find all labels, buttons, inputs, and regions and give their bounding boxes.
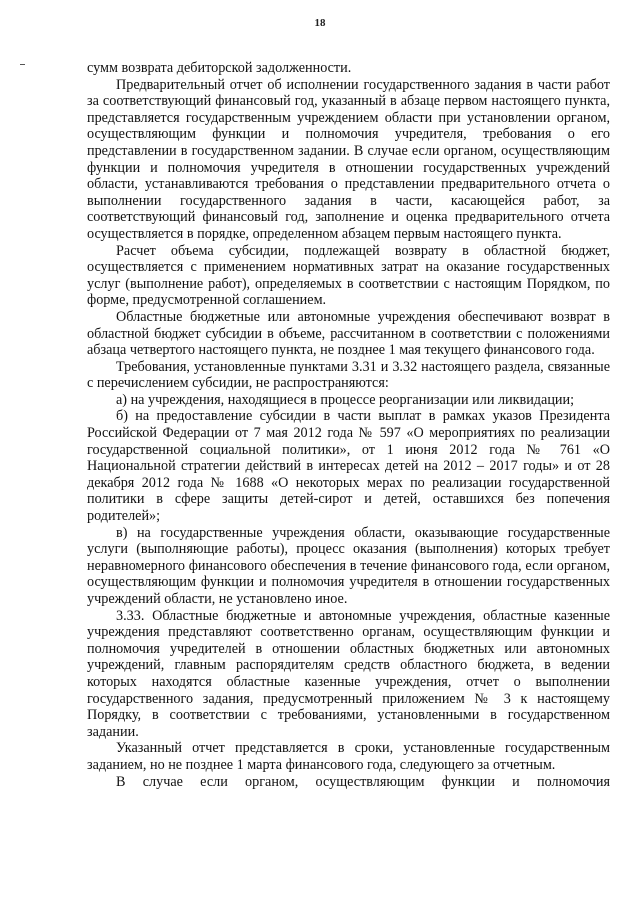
document-body [87, 60, 610, 790]
list-item: а) на учреждения, находящиеся в процессе реорганизации или ликвидации; [116, 391, 575, 408]
paragraph: 3.33. Областные бюджетные и автономные учреждения, областные казенные учреждения представляют соответственно органам, осуществляющим функции и полномочия учредителей в отношении областных бюджетных или автономных учреждений, главным распорядителям средств областного бюджета, в ведении которых находятся областные казенные учреждения, отчет о выполнении государственного задания, предусмотренный приложением № 3 к настоящему Порядку, в соответствии с требованиями, установленными в государственном задании. [87, 607, 610, 740]
list-item: в) на государственные учреждения области, оказывающие государственные услуги (выполняющие работы), процесс оказания (выполнения) которых требует неравномерного финансового обеспечения в течение финансового года, если органом, осуществляющим функции и полномочия учредителя в отношении государственных учреждений области, не установлено иное. [87, 524, 610, 607]
paragraph: Предварительный отчет об исполнении государственного задания в части работ за соответствующий финансовый год, указанный в абзаце первом настоящего пункта, представляется государственным учреждением области при установлении органом, осуществляющим функции и полномочия учредителя, требования о его представлении в государственном задании. В случае если органом, осуществляющим функции и полномочия учредителя в отношении государственных учреждений области, устанавливаются требования о представлении предварительного отчета о выполнении государственного задания в части, касающейся работ, за соответствующий финансовый год, заполнение и оценка предварительного отчета осуществляется в порядке, определенном абзацем первым настоящего пункта. [87, 76, 610, 242]
list-item: б) на предоставление субсидии в части выплат в рамках указов Президента Российской Федерации от 7 мая 2012 года № 597 «О мероприятиях по реализации государственной социальной политики», от 1 июня 2012 года № 761 «О Национальной стратегии действий в интересах детей на 2012 – 2017 годы» и от 28 декабря 2012 года № 1688 «О некоторых мерах по реализации государственной политики в сфере защиты детей-сирот и детей, оставшихся без попечения родителей»; [87, 408, 610, 525]
paragraph: В случае если органом, осуществляющим функции и полномочия [116, 773, 610, 790]
paragraph: Областные бюджетные или автономные учреждения обеспечивают возврат в областной бюджет субсидии в объеме, рассчитанном в соответствии с положениями абзаца четвертого настоящего пункта, не позднее 1 мая текущего финансового года. [87, 308, 610, 359]
paragraph: Требования, установленные пунктами 3.31 и 3.32 настоящего раздела, связанные с перечислением субсидии, не распространяются: [87, 358, 610, 392]
paragraph: Расчет объема субсидии, подлежащей возврату в областной бюджет, осуществляется с применением нормативных затрат на оказание государственных услуг (выполнение работ), определяемых в соответствии с настоящим Порядком, по форме, предусмотренной соглашением. [87, 242, 610, 309]
paragraph: Указанный отчет представляется в сроки, установленные государственным заданием, но не позднее 1 марта финансового года, следующего за отчетным. [87, 740, 610, 773]
paragraph: сумм возврата дебиторской задолженности. [87, 60, 352, 76]
page-number: 18 [314, 17, 326, 29]
margin-mark [20, 64, 25, 65]
